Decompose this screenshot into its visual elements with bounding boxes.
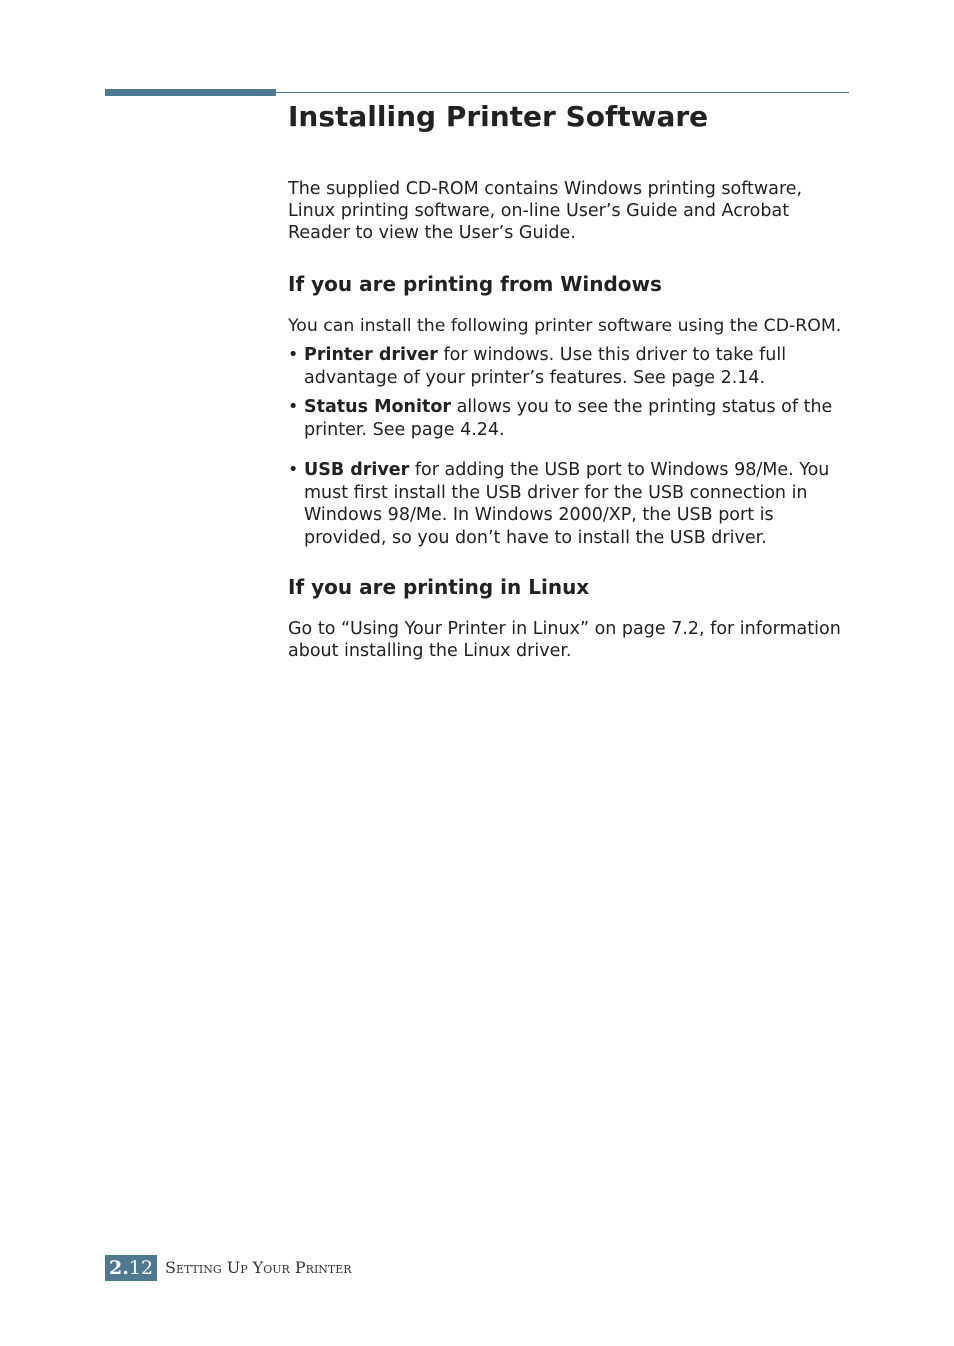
- windows-heading: If you are printing from Windows: [288, 272, 662, 296]
- header-rule-accent: [105, 89, 276, 96]
- bullet-dot: •: [288, 460, 299, 480]
- bullet-dot: •: [288, 397, 299, 417]
- desc-usb-driver: for adding the USB port to Windows 98/Me. You must first install the USB driver for the USB connection in Windows 98/Me. In Windows 2000/XP, the USB port is provided, so you don’t have to install the USB driver.: [304, 460, 830, 548]
- page-number: 12: [128, 1257, 154, 1279]
- windows-intro: You can install the following printer software using the CD-ROM.: [288, 316, 842, 336]
- linux-heading: If you are printing in Linux: [288, 575, 590, 599]
- list-item-printer-driver: [288, 344, 848, 389]
- bullet-dot: •: [288, 345, 299, 365]
- header-rule-line: [276, 92, 849, 93]
- list-item-status-monitor: [288, 396, 848, 441]
- linux-paragraph: Go to “Using Your Printer in Linux” on page 7.2, for information about installing the Linux driver.: [288, 619, 841, 661]
- term-status-monitor: Status Monitor: [304, 397, 452, 417]
- page-title: Installing Printer Software: [288, 100, 709, 133]
- list-item-usb-driver: [288, 459, 848, 549]
- term-printer-driver: Printer driver: [304, 345, 438, 365]
- footer-chapter-title: Setting Up Your Printer: [165, 1258, 352, 1277]
- desc-printer-driver: for windows. Use this driver to take full advantage of your printer’s features. See page 2.14.: [304, 345, 787, 388]
- term-usb-driver: USB driver: [304, 460, 410, 480]
- desc-status-monitor: allows you to see the printing status of the printer. See page 4.24.: [304, 397, 833, 440]
- chapter-number: 2.: [108, 1257, 129, 1279]
- page-number-badge: [105, 1255, 157, 1281]
- intro-paragraph: The supplied CD-ROM contains Windows printing software, Linux printing software, on-line User’s Guide and Acrobat Reader to view the User’s Guide.: [288, 179, 803, 243]
